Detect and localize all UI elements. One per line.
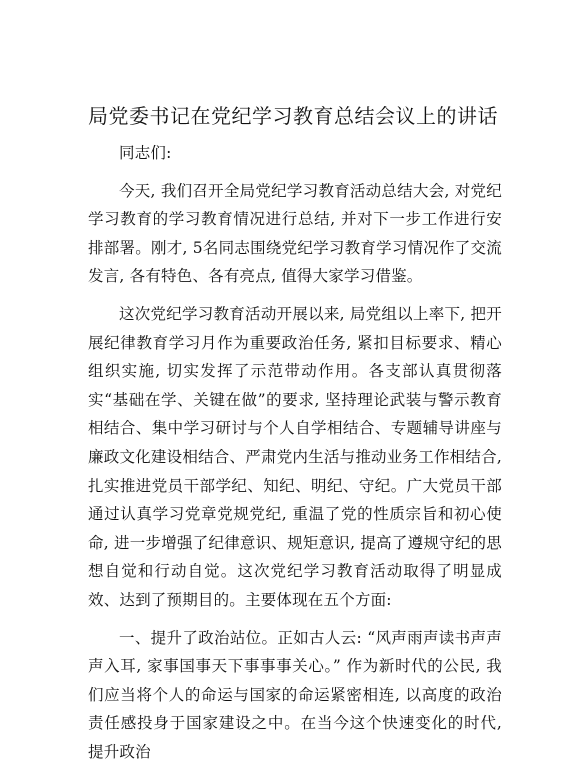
greeting: 同志们: [119,144,172,162]
document-body [88,139,502,775]
paragraph-point-one: 一、提升了政治站位。正如古人云: “风声雨声读书声声声入耳, 家事国事天下事事事关心。” 作为新时代的公民, 我们应当将个人的命运与国家的命运紧密相连, 以高度的政治责任感投身于国家建设之中。在当今这个快速变化的时代, 提升政治 [88,628,502,761]
paragraph-opening: 今天, 我们召开全局党纪学习教育活动总结大会, 对党纪学习教育的学习教育情况进行总结, 并对下一步工作进行安排部署。刚才, 5名同志围绕党纪学习教育学习情况作了交流发言, 各有特色、各有亮点, 值得大家学习借鉴。 [88,181,502,286]
page-title: 局党委书记在党纪学习教育总结会议上的讲话 [88,104,498,128]
paragraph-summary: 这次党纪学习教育活动开展以来, 局党组以上率下, 把开展纪律教育学习月作为重要政治任务, 紧扣目标要求、精心组织实施, 切实发挥了示范带动作用。各支部认真贯彻落实“基础在学、关键在做”的要求, 坚持理论武装与警示教育相结合、集中学习研讨与个人自学相结合、专题辅导讲座与廉政文化建设相结合、严肃党内生活与推动业务工作相结合, 扎实推进党员干部学纪、知纪、明纪、守纪。广大党员干部通过认真学习党章党规党纪, 重温了党的性质宗旨和初心使命, 进一步增强了纪律意识、规矩意识, 提高了遵规守纪的思想自觉和行动自觉。这次党纪学习教育活动取得了明显成效、达到了预期目的。主要体现在五个方面: [88,304,502,609]
